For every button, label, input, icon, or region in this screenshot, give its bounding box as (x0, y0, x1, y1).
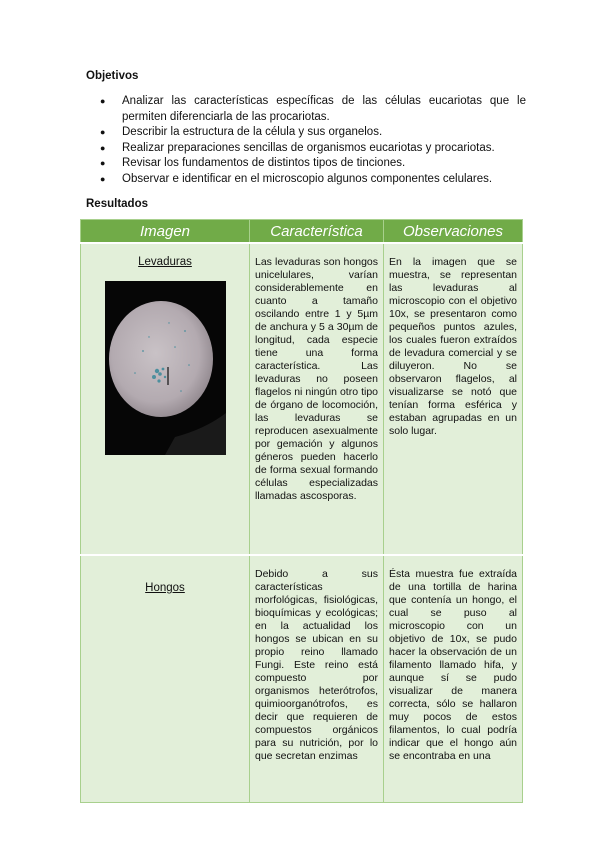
bullet-icon: ● (100, 158, 106, 168)
bullet-icon: ● (100, 142, 106, 153)
objectives-heading: Objetivos (86, 70, 139, 82)
bullet-icon: ● (100, 173, 106, 184)
table-row (81, 243, 523, 555)
objectives-list (86, 94, 526, 187)
observation-cell: En la imagen que se muestra, se representan las levaduras al microscopio con el objetivo 10x, se presentaron como pequeños puntos azules, los cuales fueron extraídos de levadura comercial y se diluyeron. No se observaron flagelos, al visualizarse se notó que tenían forma esférica y estaban agrupadas en un solo lugar. (384, 243, 523, 555)
table-row (81, 555, 523, 802)
characteristic-cell: Las levaduras son hongos unicelulares, varían considerablemente en cuanto a tamaño oscilando entre 1 y 5µm de anchura y 5 a 30µm de longitud, cada especie tiene una forma característica. Las levaduras no poseen flagelos ni ningún otro tipo de órgano de locomoción, las levaduras se reproducen asexualmente por gemación y algunos géneros pueden hacerlo de forma sexual formando células especializadas llamadas ascosporas. (250, 243, 384, 555)
column-header-characteristic: Característica (250, 220, 384, 244)
bullet-icon: ● (100, 127, 106, 137)
column-header-image: Imagen (81, 220, 250, 244)
objective-item: ● Describir la estructura de la célula y sus organelos. (86, 125, 526, 141)
results-heading: Resultados (86, 198, 148, 210)
organism-name: Hongos (145, 582, 185, 594)
column-header-observations: Observaciones (384, 220, 523, 244)
objective-item: ● Revisar los fundamentos de distintos tipos de tinciones. (86, 156, 526, 172)
characteristic-cell: Debido a sus características morfológicas, fisiológicas, bioquímicas y ecológicas; en la actualidad los hongos se ubican en su propio reino llamado Fungi. Este reino está compuesto por organismos heterótrofos, quimioorganótrofos, es decir que requieren de compuestos orgánicos para su nutrición, por lo que secretan enzimas (250, 555, 384, 802)
image-cell (81, 243, 250, 555)
yeast-micrograph-image (105, 281, 226, 455)
results-table (80, 219, 523, 803)
objective-item: ● Analizar las características específicas de las células eucariotas que le permiten diferenciarla de las procariotas. (100, 95, 526, 123)
organism-name: Levaduras (138, 256, 192, 268)
objective-item: ● Observar e identificar en el microscopio algunos componentes celulares. (86, 172, 526, 188)
table-header-row (81, 220, 523, 244)
image-cell (81, 555, 250, 802)
bullet-icon: ● (100, 96, 106, 106)
objective-item: ● Realizar preparaciones sencillas de organismos eucariotas y procariotas. (86, 141, 526, 157)
observation-cell: Ésta muestra fue extraída de una tortilla de harina que contenía un hongo, el cual se puso al microscopio con un objetivo de 10x, se pudo hacer la observación de un filamento llamado hifa, y aunque sí se pudo visualizar de manera correcta, sólo se hallaron muy pocos de estos filamentos, lo cual podría indicar que el hongo aún se encontraba en una (384, 555, 523, 802)
